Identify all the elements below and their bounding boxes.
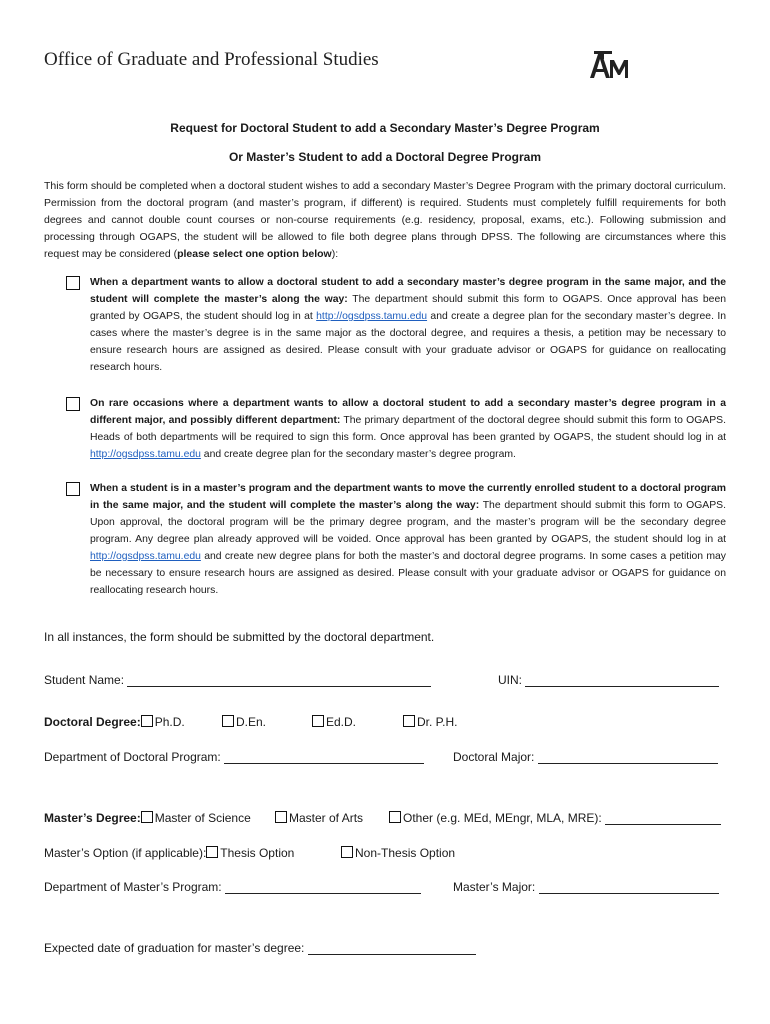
other-label: Other (e.g. MEd, MEngr, MLA, MRE): [403,811,602,825]
edd-label: Ed.D. [326,715,357,729]
graduation-date-row [44,941,476,955]
option-2-body-end: and create degree plan for the secondary master’s degree program. [200,449,516,460]
uin-row [498,673,719,687]
option-1-body-end: and create a degree plan for the secondary master’s degree. In cases where the master’s degree is in the same major as the doctoral degree, and requires a thesis, a petition may be necessary to ensure research hours are assigned as desired. Please consult with your graduate advisor or OGAPS for guidance on reallocating research hours. [90,311,726,373]
drph-option [403,715,457,729]
ogsdpss-link[interactable]: http://ogsdpss.tamu.edu [316,311,428,322]
doctoral-major-label: Doctoral Major: [453,750,535,764]
doctoral-degree-row: Doctoral Degree: Ph.D. [44,715,185,729]
doctoral-major-row [453,750,718,764]
uin-field[interactable] [525,673,719,687]
doctoral-program-field[interactable] [224,750,424,764]
option-1-text [90,274,726,376]
ma-label: Master of Arts [289,811,364,825]
ogsdpss-link[interactable]: http://ogsdpss.tamu.edu [90,449,201,460]
masters-major-field[interactable] [539,880,719,894]
instances-note: In all instances, the form should be submitted by the doctoral department. [44,630,435,644]
student-name-field[interactable] [127,673,431,687]
masters-program-row [44,880,421,894]
edd-option [312,715,356,729]
option-1-checkbox[interactable] [66,276,80,290]
non-thesis-option [341,846,455,860]
other-field[interactable] [605,811,721,825]
ma-option [275,811,363,825]
drph-checkbox[interactable] [403,715,415,727]
intro-text: This form should be completed when a doctoral student wishes to add a secondary Master’s Degree Program with the primary doctoral curriculum. Permission from the doctoral program (and master’s program, if different) is required. Students must completely fulfill requirements for both degrees and cannot double count courses or non-course requirements (e.g. residency, proposal, exams, etc.). Following submission and processing through OGAPS, the student will be allowed to file both degree plans through DPSS. The following are circumstances where this request may be considered ( [44,180,726,260]
option-2-checkbox[interactable] [66,397,80,411]
den-option [222,715,266,729]
option-3-body: The department should submit this form to OGAPS. Upon approval, the doctoral program will be the primary degree program, and the master’s program will be the secondary degree program. Any degree plan already approved will be voided. Once approval has been granted by OGAPS, the student should log in at [90,500,726,545]
option-3-checkbox[interactable] [66,482,80,496]
non-thesis-checkbox[interactable] [341,846,353,858]
edd-checkbox[interactable] [312,715,324,727]
masters-degree-label: Master’s Degree [44,811,137,825]
option-1-body: The department should submit this form to OGAPS. Once approval has been granted by OGAPS, the student should log in at [90,294,726,322]
ogsdpss-link[interactable]: http://ogsdpss.tamu.edu [90,551,201,562]
option-3-bold: When a student is in a master’s program and the department wants to move the currently enrolled student to a doctoral program in the same major, and the student will complete the master’s along the way: [90,483,726,511]
drph-label: Dr. P.H. [417,715,458,729]
masters-degree-row: Master’s Degree: Master of Science [44,811,251,825]
option-2-bold: On rare occasions where a department wants to allow a doctoral student to add a secondary master’s degree program in a different major, and possibly different department: [90,398,726,426]
form-title-line-1: Request for Doctoral Student to add a Secondary Master’s Degree Program [170,121,600,135]
ms-checkbox[interactable] [141,811,153,823]
masters-option-row [44,846,294,860]
masters-major-row [453,880,719,894]
graduation-date-field[interactable] [308,941,476,955]
ms-label: Master of Science [154,811,251,825]
masters-program-field[interactable] [225,880,421,894]
option-2-text [90,395,726,463]
thesis-label: Thesis Option [220,846,295,860]
form-title-line-2: Or Master’s Student to add a Doctoral Degree Program [228,150,542,164]
doctoral-degree-label: Doctoral Degree [44,715,137,729]
graduation-date-label: Expected date of graduation for master’s degree: [44,941,305,955]
office-title: Office of Graduate and Professional Studies [44,49,379,70]
other-option [389,811,721,825]
intro-bold: please select one option below [177,248,332,260]
phd-checkbox[interactable] [141,715,153,727]
den-label: D.En. [236,715,267,729]
doctoral-program-label: Department of Doctoral Program: [44,750,221,764]
doctoral-major-field[interactable] [538,750,718,764]
thesis-checkbox[interactable] [206,846,218,858]
masters-program-label: Department of Master’s Program: [44,880,222,894]
masters-major-label: Master’s Major: [453,880,536,894]
doctoral-program-row [44,750,424,764]
uin-label: UIN: [498,673,522,687]
option-2-body: The primary department of the doctoral degree should submit this form to OGAPS. Heads of both departments will be required to sign this form. Once approval has been granted by OGAPS, the student should log in at [90,415,726,443]
phd-label: Ph.D. [154,715,185,729]
option-3-text [90,480,726,599]
intro-end: ): [331,248,339,260]
option-1-bold: When a department wants to allow a doctoral student to add a secondary master’s degree program in the same major, and the student will complete the master’s along the way: [90,277,726,305]
other-checkbox[interactable] [389,811,401,823]
den-checkbox[interactable] [222,715,234,727]
option-3-body-end: and create new degree plans for both the master’s and doctoral degree programs. In some cases a petition may be necessary to ensure research hours are assigned as desired. Please consult with your graduate advisor or OGAPS for guidance on reallocating research hours. [90,551,726,596]
texas-am-logo [588,48,632,82]
masters-option-label: Master’s Option (if applicable): [44,846,207,860]
student-name-label: Student Name: [44,673,125,687]
student-name-row [44,673,431,687]
intro-paragraph [44,178,726,263]
non-thesis-label: Non-Thesis Option [355,846,456,860]
ma-checkbox[interactable] [275,811,287,823]
